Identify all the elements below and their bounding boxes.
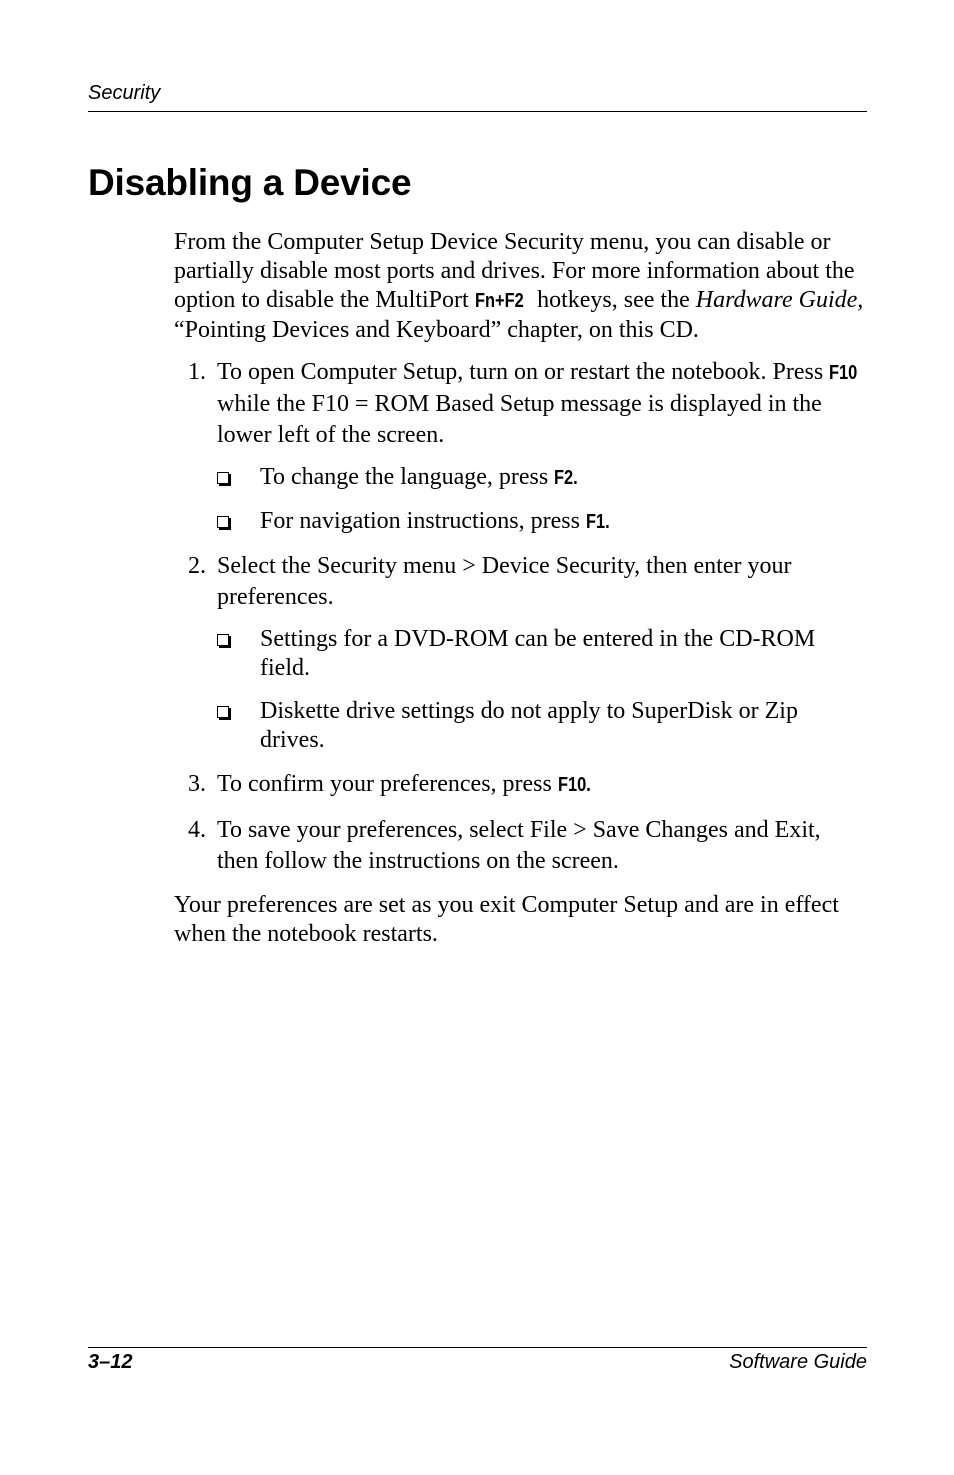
substep-item <box>217 507 866 537</box>
intro-text-1: From the Computer Setup Device Security menu, you can disable or partially disable most ports and drives. For more information about the option to disable the MultiPort <box>174 229 855 313</box>
substep-text: To change the language, press <box>260 464 555 490</box>
steps-list <box>174 357 866 877</box>
step-number: 1. <box>188 359 206 385</box>
hotkey-fn-f2: Fn+F2 <box>474 290 524 312</box>
substep-item <box>217 463 866 493</box>
substep-text: Diskette drive settings do not apply to SuperDisk or Zip drives. <box>260 698 798 753</box>
checkbox-bullet-icon <box>217 516 229 528</box>
substep-item <box>217 697 866 755</box>
hotkey-f2: F2. <box>554 467 578 489</box>
intro-text-2: hotkeys, see the <box>531 287 696 313</box>
checkbox-bullet-icon <box>217 472 229 484</box>
step-text: To open Computer Setup, turn on or restart the notebook. Press <box>217 359 830 385</box>
closing-paragraph: Your preferences are set as you exit Computer Setup and are in effect when the notebook restarts. <box>174 892 839 947</box>
hotkey-f10: F10. <box>557 774 591 796</box>
page-title: Disabling a Device <box>88 162 412 203</box>
step-text: Select the Security menu > Device Security, then enter your preferences. <box>217 553 792 610</box>
step-3 <box>174 769 866 801</box>
intro-paragraph <box>174 228 866 345</box>
intro-text-3: “Pointing Devices and Keyboard” chapter, on this CD. <box>174 317 699 343</box>
substep-item <box>217 625 866 683</box>
step-number: 2. <box>188 553 206 579</box>
body-content <box>174 228 866 949</box>
substep-text: For navigation instructions, press <box>260 508 586 534</box>
step-number: 3. <box>188 771 206 797</box>
step-1 <box>174 357 866 537</box>
substeps-list <box>217 625 866 755</box>
step-text: To save your preferences, select File > Save Changes and Exit, then follow the instructions on the screen. <box>217 817 821 874</box>
step-number: 4. <box>188 817 206 843</box>
step-text: while the F10 = ROM Based Setup message is displayed in the lower left of the screen. <box>217 391 822 448</box>
checkbox-bullet-icon <box>217 634 229 646</box>
checkbox-bullet-icon <box>217 706 229 718</box>
hotkey-f1: F1. <box>585 511 610 533</box>
step-2 <box>174 551 866 755</box>
substeps-list <box>217 463 866 537</box>
footer-guide-title: Software Guide <box>729 1351 867 1373</box>
hotkey-f10: F10 <box>829 362 858 384</box>
step-4 <box>174 815 866 877</box>
footer-rule <box>88 1347 867 1348</box>
step-text: To confirm your preferences, press <box>217 771 558 797</box>
hardware-guide-reference: Hardware Guide, <box>695 287 864 313</box>
substep-text: Settings for a DVD-ROM can be entered in the CD-ROM field. <box>260 626 816 681</box>
running-header: Security <box>88 82 161 104</box>
page-number: 3–12 <box>88 1351 133 1373</box>
header-rule <box>88 111 867 112</box>
